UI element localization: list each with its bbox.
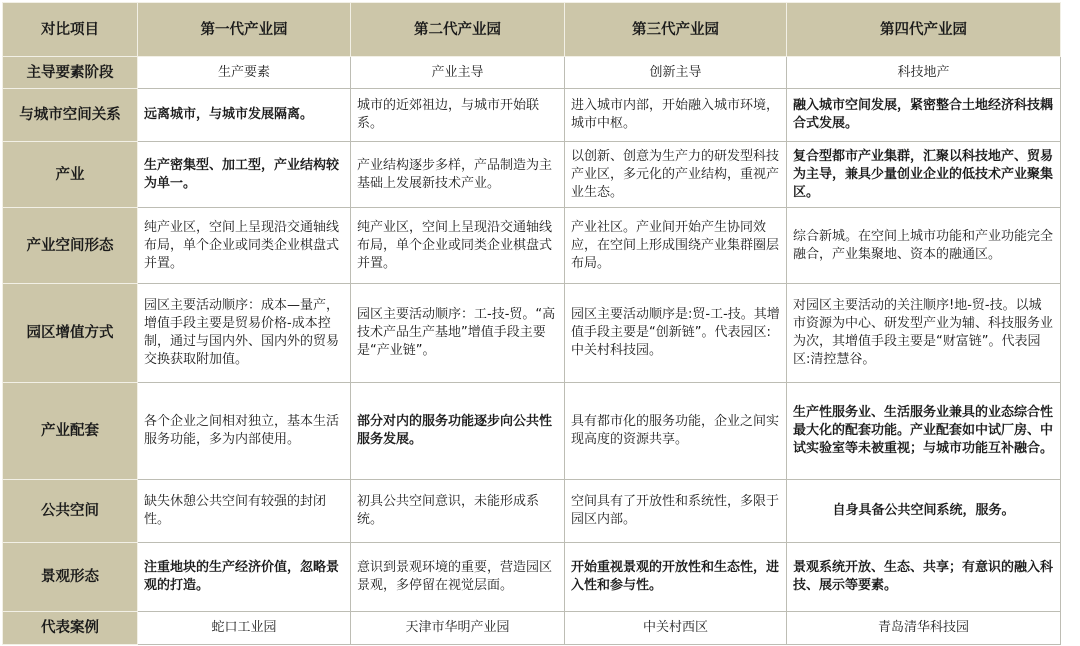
- row-label: 景观形态: [3, 543, 138, 612]
- table-cell: 复合型都市产业集群，汇聚以科技地产、贸易为主导，兼具少量创业企业的低技术产业聚集区。: [787, 142, 1061, 208]
- table-cell: 产业社区。产业间开始产生协同效应，在空间上形成围绕产业集群圈层布局。: [565, 208, 787, 284]
- header-cell-gen3: 第三代产业园: [565, 3, 787, 57]
- row-label: 与城市空间关系: [3, 89, 138, 142]
- table-cell: 综合新城。在空间上城市功能和产业功能完全融合，产业集聚地、资本的融通区。: [787, 208, 1061, 284]
- table-cell: 对园区主要活动的关注顺序!地-贸-技。以城市资源为中心、研发型产业为辅、科技服务业为次，其增值手段主要是“财富链”。代表园区:清控慧谷。: [787, 284, 1061, 383]
- table-cell: 产业结构逐步多样，产品制造为主基础上发展新技术产业。: [351, 142, 565, 208]
- header-cell-gen4: 第四代产业园: [787, 3, 1061, 57]
- table-cell: 生产密集型、加工型，产业结构较为单一。: [138, 142, 351, 208]
- table-row: [3, 142, 1061, 208]
- table-cell: 天津市华明产业园: [351, 612, 565, 645]
- table-cell: 园区主要活动顺序：工-技-贸。“高技术产品生产基地”增值手段主要是“产业链”。: [351, 284, 565, 383]
- row-label: 园区增值方式: [3, 284, 138, 383]
- table-row: [3, 57, 1061, 89]
- table-row: [3, 543, 1061, 612]
- table-cell: 纯产业区，空间上呈现沿交通轴线布局，单个企业或同类企业棋盘式并置。: [138, 208, 351, 284]
- table-cell: 自身具备公共空间系统，服务。: [787, 480, 1061, 543]
- table-cell: 远离城市，与城市发展隔离。: [138, 89, 351, 142]
- table-row: [3, 89, 1061, 142]
- table-cell: 空间具有了开放性和系统性，多限于园区内部。: [565, 480, 787, 543]
- header-cell-item: 对比项目: [3, 3, 138, 57]
- table-cell: 中关村西区: [565, 612, 787, 645]
- table-cell: 具有都市化的服务功能，企业之间实现高度的资源共享。: [565, 383, 787, 480]
- header-cell-gen1: 第一代产业园: [138, 3, 351, 57]
- table-cell: 缺失休憩公共空间有较强的封闭性。: [138, 480, 351, 543]
- comparison-table: [2, 2, 1061, 645]
- table-cell: 创新主导: [565, 57, 787, 89]
- table-cell: 开始重视景观的开放性和生态性，进入性和参与性。: [565, 543, 787, 612]
- table-cell: 注重地块的生产经济价值，忽略景观的打造。: [138, 543, 351, 612]
- table-cell: 融入城市空间发展，紧密整合土地经济科技耦合式发展。: [787, 89, 1061, 142]
- table-cell: 青岛清华科技园: [787, 612, 1061, 645]
- table-row: [3, 612, 1061, 645]
- row-label: 产业空间形态: [3, 208, 138, 284]
- row-label: 主导要素阶段: [3, 57, 138, 89]
- row-label: 产业: [3, 142, 138, 208]
- table-cell: 城市的近郊祖边，与城市开始联系。: [351, 89, 565, 142]
- table-cell: 纯产业区，空间上呈现沿交通轴线布局，单个企业或同类企业棋盘式并置。: [351, 208, 565, 284]
- table-row: [3, 208, 1061, 284]
- table-cell: 景观系统开放、生态、共享；有意识的融入科技、展示等要素。: [787, 543, 1061, 612]
- table-cell: 园区主要活动顺序：成本—量产，增值手段主要是贸易价格-成本控制，通过与国内外、国内外的贸易交换获取附加值。: [138, 284, 351, 383]
- header-cell-gen2: 第二代产业园: [351, 3, 565, 57]
- table-cell: 各个企业之间相对独立，基本生活服务功能，多为内部使用。: [138, 383, 351, 480]
- table-cell: 意识到景观环境的重要，营造园区景观，多停留在视觉层面。: [351, 543, 565, 612]
- table-cell: 园区主要活动顺序是:贸-工-技。其增值手段主要是“创新链”。代表园区:中关村科技园。: [565, 284, 787, 383]
- header-row: [3, 3, 1061, 57]
- table-cell: 科技地产: [787, 57, 1061, 89]
- table-cell: 蛇口工业园: [138, 612, 351, 645]
- row-label: 公共空间: [3, 480, 138, 543]
- table-row: [3, 480, 1061, 543]
- table-cell: 以创新、创意为生产力的研发型科技产业区，多元化的产业结构，重视产业生态。: [565, 142, 787, 208]
- table-cell: 产业主导: [351, 57, 565, 89]
- table-cell: 部分对内的服务功能逐步向公共性服务发展。: [351, 383, 565, 480]
- table-row: [3, 383, 1061, 480]
- table-cell: 生产性服务业、生活服务业兼具的业态综合性最大化的配套功能。产业配套如中试厂房、中试实验室等未被重视；与城市功能互补融合。: [787, 383, 1061, 480]
- table-cell: 生产要素: [138, 57, 351, 89]
- row-label: 产业配套: [3, 383, 138, 480]
- table-row: [3, 284, 1061, 383]
- table-cell: 初具公共空间意识，未能形成系统。: [351, 480, 565, 543]
- table-cell: 进入城市内部，开始融入城市环境，城市中枢。: [565, 89, 787, 142]
- row-label: 代表案例: [3, 612, 138, 645]
